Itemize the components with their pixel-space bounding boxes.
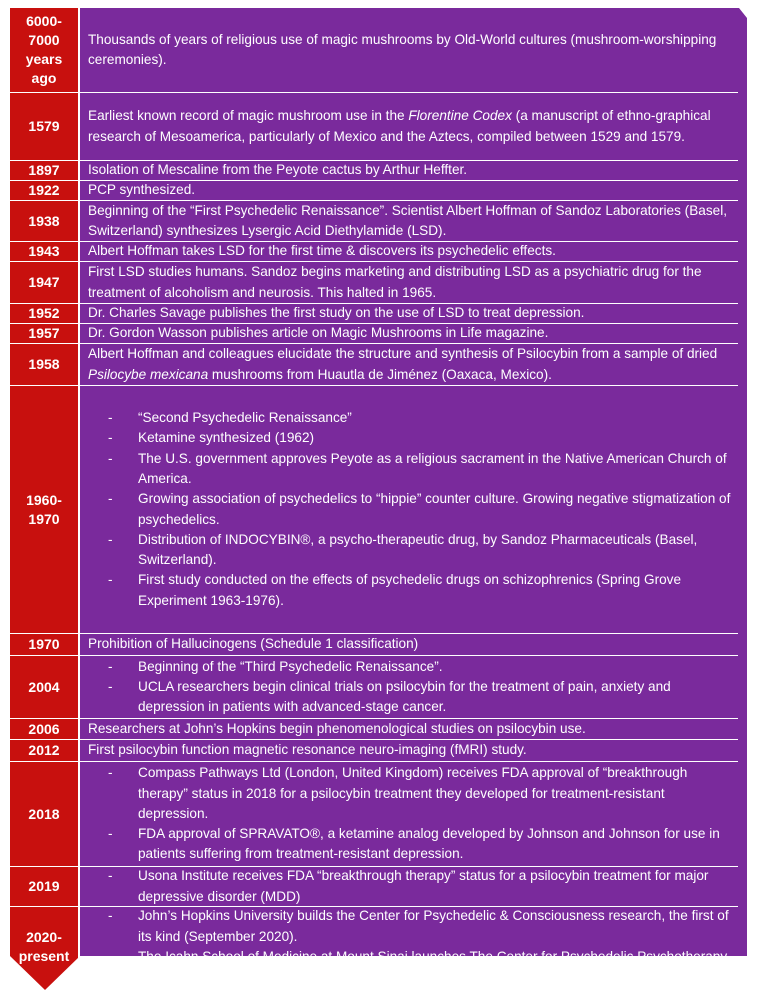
event-text: Beginning of the “First Psychedelic Renaissance”. Scientist Albert Hoffman of Sandoz Laboratories (Basel, Switzerland) synthesizes Lysergic Acid Diethylamide (LSD). (88, 202, 727, 238)
timeline-year: 2019 (10, 867, 80, 906)
event-text-italic: Psilocybe mexicana (88, 366, 209, 382)
timeline-description (80, 907, 738, 987)
timeline-row (10, 719, 738, 740)
event-text-part: Albert Hoffman and colleagues elucidate the structure and synthesis of Psilocybin from a sample of dried (88, 346, 718, 362)
timeline-description (80, 344, 738, 385)
timeline-description (80, 719, 738, 739)
timeline-description (80, 867, 738, 906)
event-list (88, 763, 734, 864)
timeline-year: 1922 (10, 181, 80, 200)
event-text (88, 344, 734, 385)
timeline-row (10, 161, 738, 181)
timeline-row (10, 907, 738, 987)
timeline-row (10, 8, 738, 93)
event-text-part: Earliest known record of magic mushroom use in the (88, 108, 409, 124)
timeline-year: 2020- present (10, 907, 80, 987)
timeline-row (10, 740, 738, 762)
event-list (88, 906, 734, 987)
event-text: Isolation of Mescaline from the Peyote cactus by Arthur Heffter. (88, 162, 468, 178)
timeline-year: 2006 (10, 719, 80, 739)
timeline-row (10, 262, 738, 304)
timeline-description (80, 324, 738, 343)
timeline-year: 1957 (10, 324, 80, 343)
event-text: Thousands of years of religious use of magic mushrooms by Old-World cultures (mushroom-worshipping ceremonies). (88, 31, 717, 67)
timeline-row (10, 242, 738, 262)
timeline-description (80, 161, 738, 180)
event-text: Prohibition of Hallucinogens (Schedule 1 classification) (88, 636, 419, 652)
timeline-description (80, 201, 738, 241)
event-list-item: - Ketamine synthesized (1962) (88, 428, 734, 448)
timeline-year: 1938 (10, 201, 80, 241)
event-text-part: (a manuscript of ethno-graphical research of Mesoamerica, particularly of Mexico and the Aztecs, compiled between 1529 and 1579. (88, 108, 711, 144)
timeline-year: 1958 (10, 344, 80, 385)
timeline-year: 2012 (10, 740, 80, 761)
event-text-italic: Florentine Codex (408, 108, 512, 124)
timeline-row (10, 93, 738, 161)
event-list-item: - “Second Psychedelic Renaissance” (88, 408, 734, 428)
timeline-row (10, 201, 738, 242)
event-text-part: mushrooms from Huautla de Jiménez (Oaxaca, Mexico). (208, 366, 552, 382)
event-list-item: - Growing association of psychedelics to “hippie” counter culture. Growing negative stigmatization of psychedelics. (88, 489, 734, 530)
event-list (88, 408, 734, 611)
event-list-item: - Compass Pathways Ltd (London, United Kingdom) receives FDA approval of “breakthrough therapy” status in 2018 for a psilocybin treatment they developed for treatment-resistant depression. (88, 763, 734, 824)
timeline-rows (10, 8, 738, 987)
timeline-year: 1970 (10, 634, 80, 655)
timeline-description (80, 304, 738, 323)
timeline-description (80, 656, 738, 718)
event-list-item: - Beginning of the “Third Psychedelic Renaissance”. (88, 657, 734, 677)
timeline-year: 2018 (10, 762, 80, 866)
event-list-item: - Distribution of INDOCYBIN®, a psycho-therapeutic drug, by Sandoz Pharmaceuticals (Basel, Switzerland). (88, 530, 734, 571)
timeline-description (80, 242, 738, 261)
timeline-row (10, 181, 738, 201)
event-list-item: - UCLA researchers begin clinical trials on psilocybin for the treatment of pain, anxiety and depression in patients with advanced-stage cancer. (88, 677, 734, 718)
timeline-year: 1943 (10, 242, 80, 261)
timeline-description (80, 262, 738, 303)
timeline-description (80, 8, 738, 92)
event-list (88, 657, 734, 718)
event-list-item: - The Icahn School of Medicine at Mount Sinai launches The Center for Psychedelic Psychotherapy and Trauma Research (January 2021). (88, 947, 734, 988)
timeline-year: 1952 (10, 304, 80, 323)
event-text: Dr. Charles Savage publishes the first study on the use of LSD to treat depression. (88, 305, 585, 321)
event-list-item: - FDA approval of SPRAVATO®, a ketamine analog developed by Johnson and Johnson for use in patients suffering from treatment-resistant depression. (88, 824, 734, 865)
timeline-year: 6000- 7000 years ago (10, 8, 80, 92)
timeline-year: 1947 (10, 262, 80, 303)
event-list-item: - Usona Institute receives FDA “breakthrough therapy” status for a psilocybin treatment for major depressive disorder (MDD) (88, 866, 734, 907)
event-list-item: - First study conducted on the effects of psychedelic drugs on schizophrenics (Spring Grove Experiment 1963-1976). (88, 570, 734, 611)
timeline-row (10, 304, 738, 324)
timeline-year: 1579 (10, 93, 80, 160)
event-list-item: - John’s Hopkins University builds the Center for Psychedelic & Consciousness research, the first of its kind (September 2020). (88, 906, 734, 947)
event-text (88, 106, 734, 147)
timeline-description (80, 181, 738, 200)
timeline-row (10, 634, 738, 656)
timeline-row (10, 762, 738, 867)
timeline-row (10, 656, 738, 719)
timeline-description (80, 93, 738, 160)
event-text: Dr. Gordon Wasson publishes article on Magic Mushrooms in Life magazine. (88, 325, 549, 341)
timeline-row (10, 344, 738, 386)
event-list-item: - The U.S. government approves Peyote as a religious sacrament in the Native American Church of America. (88, 449, 734, 490)
timeline-row (10, 867, 738, 907)
timeline-description (80, 740, 738, 761)
timeline-description (80, 634, 738, 655)
event-text: Researchers at John’s Hopkins begin phenomenological studies on psilocybin use. (88, 720, 586, 736)
event-text: First LSD studies humans. Sandoz begins marketing and distributing LSD as a psychiatric drug for the treatment of alcoholism and neurosis. This halted in 1965. (88, 264, 702, 300)
timeline-year: 1960- 1970 (10, 386, 80, 633)
panel-corner-notch (739, 8, 747, 18)
event-text: First psilocybin function magnetic resonance neuro-imaging (fMRI) study. (88, 742, 527, 758)
timeline-year: 1897 (10, 161, 80, 180)
event-text: Albert Hoffman takes LSD for the first time & discovers its psychedelic effects. (88, 243, 556, 259)
event-list (88, 866, 734, 907)
timeline-row (10, 324, 738, 344)
event-text: PCP synthesized. (88, 182, 196, 198)
timeline-description (80, 386, 738, 633)
timeline-year: 2004 (10, 656, 80, 718)
timeline-row (10, 386, 738, 634)
timeline-description (80, 762, 738, 866)
